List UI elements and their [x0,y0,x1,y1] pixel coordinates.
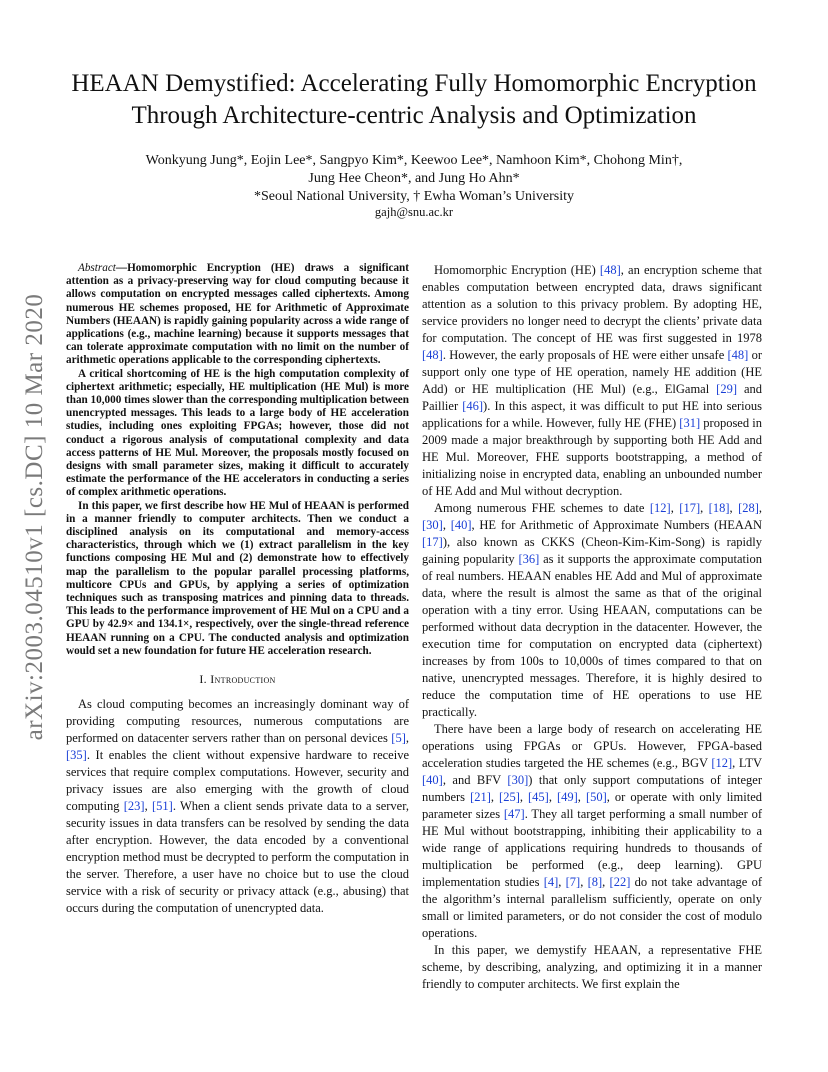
paragraph-text: or support only one type of HE operation, namely HE addition (HE Add) or HE multiplication (HE Mul) (e.g., ElGamal [422,348,762,396]
abstract-paragraph-1 [66,262,409,368]
arxiv-identifier: arXiv:2003.04510v1 [cs.DC] 10 Mar 2020 [21,293,48,741]
citation-link[interactable]: [40] [450,518,472,532]
paragraph-text: , an encryption scheme that enables computation between encrypted data, draws significant attention as a solution to this privacy problem. By adopting HE, service providers no longer need to decrypt the clients’ private data for computation. The concept of HE was first suggested in 1978 [422,263,762,345]
citation-link[interactable]: [48] [727,348,749,362]
paragraph-text: , [519,790,528,804]
right-column [422,262,762,993]
paragraph-text: ). In this aspect, it was difficult to put HE into serious applications for a while. However, fully HE (FHE) [422,399,762,430]
paragraph-text: Homomorphic Encryption (HE) [434,263,600,277]
citation-link[interactable]: [18] [708,501,730,515]
paragraph-text: and Paillier [422,382,762,413]
intro-paragraph-3 [422,500,762,721]
citation-link[interactable]: [30] [422,518,443,532]
abstract-paragraph-2: A critical shortcoming of HE is the high computation complexity of ciphertext arithmetic; especially, HE multiplication (HE Mul) is more than 10,000 times slower than the corresponding multiplication between unencrypted messages. This leads to a large body of HE acceleration studies, including ones exploiting FPGAs; however, those did not conduct a rigorous analysis of computational complexity and data access patterns of HE Mul. Moreover, the proposals mostly focused on designs with small parameter sizes, making it difficult to accurately estimate the performance of the HE accelerators in conducting a series of complex arithmetic operations. [66,367,409,499]
abstract-label: Abstract [78,262,116,274]
citation-link[interactable]: [29] [716,382,737,396]
citation-link[interactable]: [4] [543,875,559,889]
citation-link[interactable]: [17] [679,501,701,515]
left-column [66,262,409,917]
citation-link[interactable]: [22] [609,875,631,889]
paragraph-text: , HE for Arithmetic of Approximate Numbers (HEAAN [471,518,763,532]
paragraph-text: , [405,731,409,746]
author-line-2: Jung Hee Cheon*, and Jung Ho Ahn* [308,171,520,186]
paragraph-text: ), also known as CKKS (Cheon-Kim-Kim-Song) is rapidly gaining popularity [422,535,762,566]
paragraph-text: There have been a large body of research on accelerating HE operations using FPGAs or GPUs. However, FPGA-based acceleration studies targeted the HE schemes (e.g., BGV [422,722,762,770]
paragraph-text: proposed in 2009 made a major breakthrough by supporting both HE Add and HE Mul. Moreover, FHE supports bootstrapping, a method of initializing noise in encrypted data, enabling an unbounded number of HE Add and Mul without decryption. [422,416,762,498]
paragraph-text: , LTV [732,756,763,770]
citation-link[interactable]: [31] [679,416,701,430]
abstract-paragraph-3: In this paper, we first describe how HE Mul of HEAAN is performed in a manner friendly to computer architects. Then we conduct a disciplined analysis on its computational and memory-access characteristics, through which we (1) extract parallelism in the key functions composing HE Mul and (2) demonstrate how to effectively map the parallelism to the popular parallel processing platforms, multicore CPUs and GPUs, by applying a series of optimization techniques such as transposing matrices and pinning data to threads. This leads to the performance improvement of HE Mul on a CPU and a GPU by 42.9× and 134.1×, respectively, over the single-thread reference HEAAN running on a CPU. The conducted analysis and optimization would set a new foundation for future HE acceleration research. [66,499,409,657]
paragraph-text: , and BFV [442,773,508,787]
paragraph-text: as it supports the approximate computation of real numbers. HEAAN enables HE Add and Mul of approximate data, where the result is almost the same as that of the original operation with a tiny error. Using HEAAN, computations can be performed without data decryption in the datacenter. However, the execution time for computation on encrypted data (ciphertext) increases by from 100s to 10,000s of times compared to that on native, unencrypted messages. Therefore, it is highly desired to reduce the computation time of HE operations to use HE practically. [422,552,763,719]
intro-paragraph-1 [66,696,409,917]
citation-link[interactable]: [45] [528,790,549,804]
paragraph-text: , [144,799,152,814]
paragraph-text: In this paper, we demystify HEAAN, a representative FHE scheme, by describing, analyzing, and optimizing it in a manner friendly to computer architects. We first explain the [422,943,762,991]
paragraph-text: , [442,518,451,532]
citation-link[interactable]: [47] [503,807,525,821]
paragraph-text: Among numerous FHE schemes to date [434,501,650,515]
citation-link[interactable]: [28] [738,501,759,515]
title-line-2: Through Architecture-centric Analysis and Optimization [131,102,697,129]
citation-link[interactable]: [25] [499,790,520,804]
paragraph-text: , [490,790,500,804]
citation-link[interactable]: [21] [470,790,491,804]
paragraph-text: do not take advantage of the algorithm’s internal parallelism sufficiently, operate on only small or limited parameters, or do not consider the cost of modulo operations. [422,875,762,940]
paragraph-text: , [729,501,739,515]
citation-link[interactable]: [17] [422,535,443,549]
citation-link[interactable]: [50] [585,790,607,804]
affiliation: *Seoul National University, † Ewha Woman’s University [253,189,575,204]
paragraph-text: . They all target performing a small number of HE Mul without bootstrapping, inhibiting their applicability to a wide range of applications requiring hundreds to thousands of multiplication be performed (e.g., deep learning). GPU implementation studies [422,807,762,889]
intro-paragraph-2 [422,262,762,500]
citation-link[interactable]: [36] [518,552,540,566]
paragraph-text: As cloud computing becomes an increasingly dominant way of providing computing resources, numerous computations are performed on datacenter servers rather than on personal devices [66,697,409,746]
paragraph-text: , [670,501,680,515]
paragraph-text: , [558,875,566,889]
paragraph-text: , [577,790,586,804]
title-line-1: HEAAN Demystified: Accelerating Fully Homomorphic Encryption [71,70,757,97]
paragraph-text: , [602,875,610,889]
intro-paragraph-5 [422,942,762,993]
citation-link[interactable]: [30] [507,773,529,787]
arxiv-sidebar [20,282,50,752]
citation-link[interactable]: [51] [151,799,173,814]
author-email: gajh@snu.ac.kr [374,205,454,219]
citation-link[interactable]: [48] [599,263,621,277]
paragraph-text: , or operate with only limited parameter sizes [422,790,762,821]
citation-link[interactable]: [7] [565,875,581,889]
paragraph-text: , [580,875,588,889]
citation-link[interactable]: [5] [391,731,406,746]
paragraph-text: , [758,501,763,515]
citation-link[interactable]: [35] [66,748,87,763]
abstract-text-1: —Homomorphic Encryption (HE) draws a significant attention as a privacy-preserving way for cloud computing because it allows computation on encrypted messages called ciphertexts. Among numerous HE schemes proposed, HE for Arithmetic of Approximate Numbers (HEAAN) is rapidly gaining popularity across a wide range of applications (e.g., machine learning) because it supports messages that can tolerate approximate computation with no limit on the number of arithmetic operations applicable to the corresponding ciphertexts. [66,262,409,367]
paragraph-text: . However, the early proposals of HE were either unsafe [442,348,728,362]
paragraph-text: ) that only support computations of integer numbers [422,773,762,804]
citation-link[interactable]: [23] [123,799,145,814]
citation-link[interactable]: [49] [556,790,578,804]
paragraph-text: , [700,501,709,515]
citation-link[interactable]: [48] [422,348,443,362]
citation-link[interactable]: [46] [462,399,484,413]
paragraph-text: . When a client sends private data to a server, security issues in data transfers can be resolved by sending the data after encryption. However, the data encoded by a conventional encryption method must be decrypted to perform the computation in the server. Therefore, a user have no choice but to use the cloud service with a risk of security or privacy attack (e.g., abusing) that occurs during the computation of unencrypted data. [66,799,410,916]
author-line-1: Wonkyung Jung*, Eojin Lee*, Sangpyo Kim*, Keewoo Lee*, Namhoon Kim*, Chohong Min†, [145,153,683,168]
author-block [40,152,788,206]
paper-title [40,68,788,132]
paragraph-text: . It enables the client without expensive hardware to receive services that require complex computations. However, security and privacy issues are also emerging with the growth of cloud computing [66,748,409,814]
intro-paragraph-4 [422,721,762,942]
section-heading-introduction: I. Introduction [199,672,276,687]
citation-link[interactable]: [40] [422,773,443,787]
citation-link[interactable]: [12] [649,501,671,515]
citation-link[interactable]: [12] [711,756,733,770]
citation-link[interactable]: [8] [587,875,603,889]
paragraph-text: , [548,790,557,804]
